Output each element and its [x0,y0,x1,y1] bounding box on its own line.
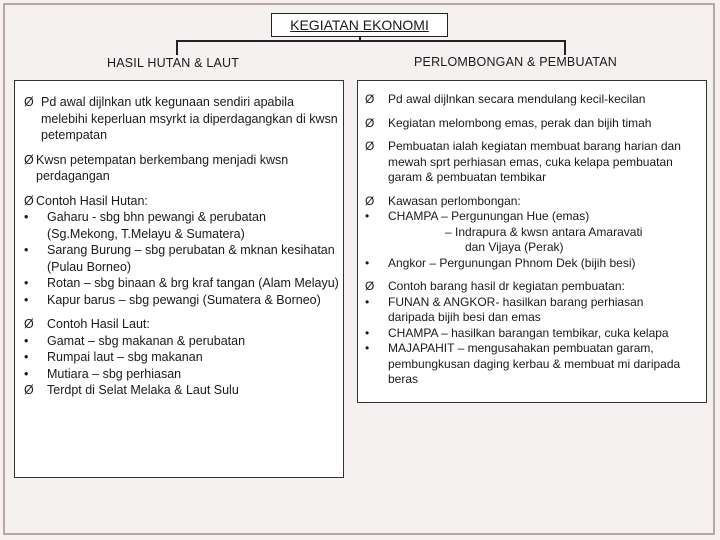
arrow-bullet-icon: Ø [24,193,34,208]
section-title: Ø Kawasan perlombongan: [365,193,521,208]
arrow-bullet-icon: Ø [365,279,375,293]
page-title: KEGIATAN EKONOMI [271,13,448,37]
connector-left-drop [176,40,178,55]
right-content [365,92,687,388]
right-heading: PERLOMBONGAN & PEMBUATAN [414,55,617,69]
bullet-icon: • [24,333,29,348]
list-item-continuation: – Indrapura & kwsn antara Amaravati [445,224,643,239]
list-item: • Sarang Burung – sbg perubatan & mknan kesihatan (Pulau Borneo) [24,243,335,274]
left-heading: HASIL HUTAN & LAUT [107,56,240,70]
arrow-bullet-icon: Ø [365,139,375,153]
list-item: • Rumpai laut – sbg makanan [24,350,203,364]
arrow-bullet-icon: Ø [365,115,375,130]
section-title: Ø Contoh barang hasil dr kegiatan pembuatan: [365,279,625,293]
list-item: Ø Pembuatan ialah kegiatan membuat barang harian dan mewah sprt perhiasan emas, cuka kelapa pembuatan garam & pembuatan tembikar [365,139,681,184]
bullet-icon: • [24,366,29,381]
left-content [24,94,339,399]
bullet-icon: • [365,341,370,355]
bullet-icon: • [24,350,29,364]
list-item: • Mutiara – sbg perhiasan [24,366,182,381]
bullet-icon: • [365,294,370,309]
list-item: • MAJAPAHIT – mengusahakan pembuatan garam, pembungkusan daging kerbau & membuat mi daripada beras [365,341,681,386]
section-title: Ø Contoh Hasil Hutan: [24,193,148,208]
arrow-bullet-icon: Ø [24,152,34,167]
arrow-bullet-icon: Ø [365,92,375,106]
bullet-icon: • [365,255,370,270]
arrow-bullet-icon: Ø [365,193,375,208]
list-item: • Angkor – Pergunungan Phnom Dek (bijih besi) [365,255,636,270]
bullet-icon: • [24,243,29,257]
bullet-icon: • [24,292,29,307]
arrow-bullet-icon: Ø [24,317,34,331]
list-item: • CHAMPA – hasilkan barangan tembikar, cuka kelapa [365,325,669,340]
connector-right-drop [564,40,566,55]
list-item: Ø Terdpt di Selat Melaka & Laut Sulu [24,383,239,397]
arrow-bullet-icon: Ø [24,383,34,397]
list-item: Ø Pd awal dijlnkan secara mendulang kecil-kecilan [365,92,646,106]
bullet-icon: • [365,209,370,223]
bullet-icon: • [365,325,370,340]
connector-bar [176,40,566,42]
list-item: Ø Kegiatan melombong emas, perak dan bijih timah [365,115,652,130]
arrow-bullet-icon: Ø [24,95,34,109]
list-item: • Gamat – sbg makanan & perubatan [24,333,246,348]
list-item: • CHAMPA – Pergunungan Hue (emas) [365,209,590,223]
section-title: Ø Contoh Hasil Laut: [24,317,150,331]
list-item: Ø Pd awal dijlnkan utk kegunaan sendiri apabila melebihi keperluan msyrkt ia diperdagangkan di kwsn petempatan [24,95,338,142]
list-item: • Kapur barus – sbg pewangi (Sumatera & Borneo) [24,292,321,307]
list-item: • Rotan – sbg binaan & brg kraf tangan (Alam Melayu) [24,276,339,290]
bullet-icon: • [24,276,29,290]
list-item: Ø Kwsn petempatan berkembang menjadi kwsn perdagangan [24,152,289,183]
list-item: • Gaharu - sbg bhn pewangi & perubatan (Sg.Mekong, T.Melayu & Sumatera) [24,210,266,241]
bullet-icon: • [24,210,29,224]
list-item: • FUNAN & ANGKOR- hasilkan barang perhiasan daripada bijih besi dan emas [365,294,644,324]
list-item-continuation: dan Vijaya (Perak) [465,240,564,254]
